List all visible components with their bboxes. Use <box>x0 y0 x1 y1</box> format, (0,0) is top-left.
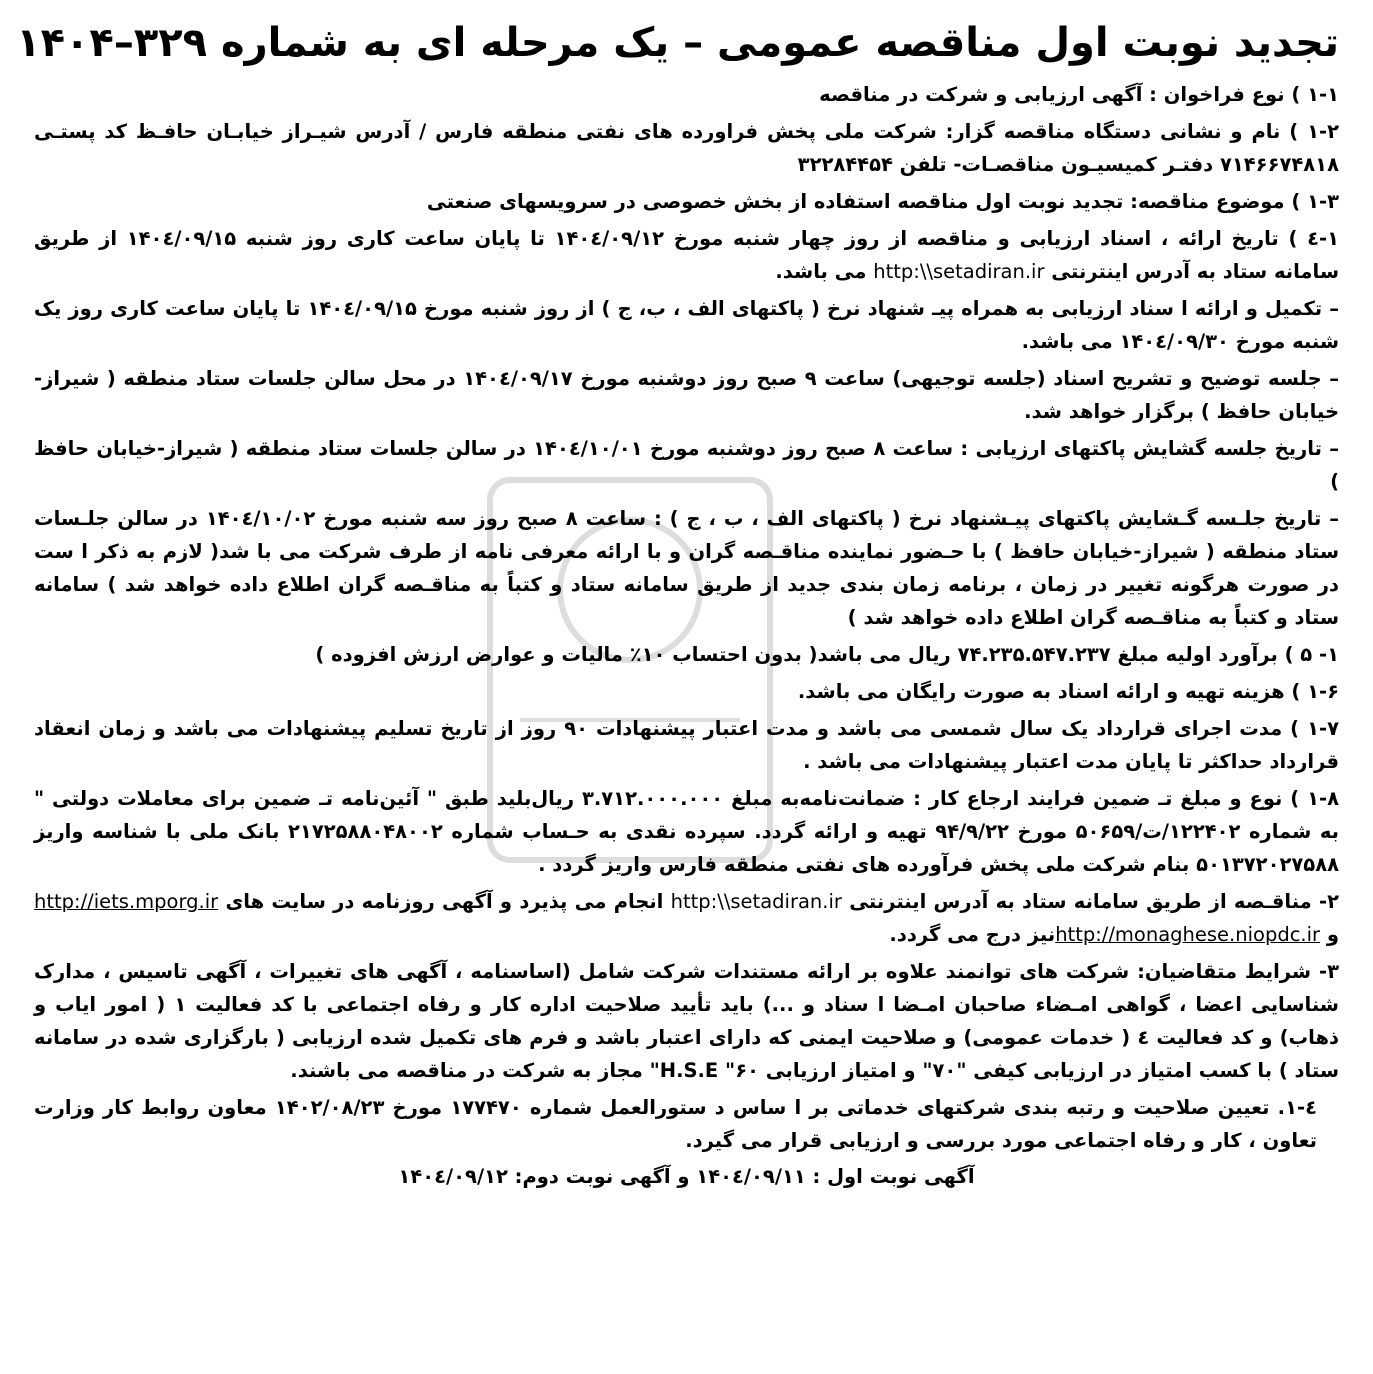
item-1-1: ۱-۱ ) نوع فراخوان : آگهی ارزیابی و شرکت در مناقصه <box>819 83 1339 106</box>
item-1-3: ۱-۳ ) موضوع مناقصه: تجدید نوبت اول مناقصه استفاده از بخش خصوصی در سرویسهای صنعتی <box>426 190 1339 213</box>
item-1-4-text: ۱-٤ ) تاریخ ارائه ، اسناد ارزیابی و مناقصه از روز چهار شنبه مورخ ۱۴۰٤/۰۹/۱۲ تا پایان ساعت کاری روز شنبه ۱۴۰٤/۰۹/۱۵ از طریق سامانه ستاد به آدرس اینترنتی <box>34 227 1339 283</box>
item-2-mid: انجام می پذیرد و آگهی روزنامه در سایت های <box>225 890 664 913</box>
item-1-5: ۱- ۵ ) برآورد اولیه مبلغ ۷۴.۲۳۵.۵۴۷.۲۳۷ ریال می باشد( بدون احتساب ۱۰٪ مالیات و عوارض ارزش افزوده ) <box>315 643 1339 666</box>
item-2-tail: نیز درج می گردد. <box>889 923 1056 946</box>
item-price-opening: – تاریخ جلـسه گـشایش پاکتهای پیـشنهاد نرخ ( پاکتهای الف ، ب ، ج ) : ساعت ۸ صبح روز سه شنبه مورخ ۱۴۰٤/۱۰/۰۲ در سالن جلـسات ستاد منطقه ( شیراز-خیابان حافظ ) با حـضور نماینده مناقـصه گران و با ارائه معرفی نامه از طرف شرکت می با شد( لازم به ذکر ا ست در صورت هرگونه تغییر در زمان ، برنامه زمان بندی جدید از طریق سامانه ستاد و کتباً به مناقـصه گران اطلاع داده خواهد شد ) سامانه ستاد و کتباً به مناقـصه گران اطلاع داده خواهد شد ) <box>34 507 1339 629</box>
item-4-1: ٤-۱. تعیین صلاحیت و رتبه بندی شرکتهای خدماتی بر ا ساس د ستورالعمل شماره ۱۷۷۴۷۰ مورخ ۱۴۰۲/۰۸/۲۳ معاون روابط کار وزارت تعاون ، کار و رفاه اجتماعی مورد بررسی و ارزیابی قرار می گیرد. <box>34 1096 1317 1152</box>
publication-dates: آگهی نوبت اول : ۱۴۰٤/۰۹/۱۱ و آگهی نوبت دوم: ۱۴۰٤/۰۹/۱۲ <box>398 1165 975 1188</box>
item-1-7: ۱-۷ ) مدت اجرای قرارداد یک سال شمسی می باشد و مدت اعتبار پیشنهادات ۹۰ روز از تاریخ تسلیم پیشنهادات می باشد و زمان انعقاد قرارداد حداکثر تا پایان مدت اعتبار پیشنهادات می باشد . <box>34 717 1339 773</box>
setadiran-link[interactable]: http:\\setadiran.ir <box>873 260 1045 283</box>
item-1-4-tail: می باشد. <box>775 260 867 283</box>
page-title: تجدید نوبت اول مناقصه عمومی – یک مرحله ای به شماره ۳۲۹–۱۴۰۴ <box>16 20 1339 66</box>
setadiran-link-2[interactable]: http:\\setadiran.ir <box>670 890 842 913</box>
monaghese-link[interactable]: http://monaghese.niopdc.ir <box>1055 923 1321 946</box>
item-evaluation-opening: – تاریخ جلسه گشایش پاکتهای ارزیابی : ساعت ۸ صبح روز دوشنبه مورخ ۱۴۰٤/۱۰/۰۱ در سالن جلسات ستاد منطقه ( شیراز-خیابان حافظ ) <box>34 437 1339 493</box>
item-2-text: ۲- مناقـصه از طریق سامانه ستاد به آدرس اینترنتی <box>849 890 1340 913</box>
item-documents-completion: – تکمیل و ارائه ا سناد ارزیابی به همراه پیـ شنهاد نرخ ( پاکتهای الف ، ب، ج ) از روز شنبه مورخ ۱۴۰٤/۰۹/۱۵ تا پایان ساعت کاری روز یک شنبه مورخ ۱۴۰٤/۰۹/۳۰ می باشد. <box>34 297 1339 353</box>
item-2 <box>34 885 1339 951</box>
item-1-4 <box>34 222 1339 288</box>
iets-link[interactable]: http://iets.mporg.ir <box>34 890 219 913</box>
item-briefing-session: – جلسه توضیح و تشریح اسناد (جلسه توجیهی) ساعت ۹ صبح روز دوشنبه مورخ ۱۴۰٤/۰۹/۱۷ در محل سالن جلسات ستاد منطقه ( شیراز- خیابان حافظ ) برگزار خواهد شد. <box>34 367 1339 423</box>
item-3: ۳- شرایط متقاضیان: شرکت های توانمند علاوه بر ارائه مستندات شرکت شامل (اساسنامه ، آگهی های تغییرات ، آگهی تاسیس ، مدارک شناسایی اعضا ، گواهی امـضاء صاحبان امـضا ا سناد و ...) باید تأیید صلاحیت اداره کار و رفاه اجتماعی با کد فعالیت ۱ ( امور ایاب و ذهاب) و کد فعالیت ٤ ( خدمات عمومی) و صلاحیت ایمنی که دارای اعتبار باشد و فرم های تکمیل شده ارزیابی ( بارگزاری شده در سامانه ستاد ) با کسب امتیاز در ارزیابی کیفی "۷۰" و امتیاز ارزیابی H.S.E "۶۰" مجاز به شرکت در مناقصه می باشند. <box>34 960 1339 1082</box>
item-2-mid2: و <box>1326 923 1339 946</box>
item-1-8: ۱-۸ ) نوع و مبلغ تـ ضمین فرایند ارجاع کار : ضمانت‌نامه‌به مبلغ ۳.۷۱۲.۰۰۰.۰۰۰ ریال‌بلید طبق " آئین‌نامه تـ ضمین برای معاملات دولتی " به شماره ۱۲۲۴۰۲/ت/۵۰۶۵۹ مورخ ۹۴/۹/۲۲ تهیه و ارائه گردد. سپرده نقدی به حـساب شماره ۲۱۷۲۵۸۸۰۴۸۰۰۲ بانک ملی با شناسه واریز ۵۰۱۳۷۲۰۲۷۵۸۸ بنام شرکت ملی پخش فرآورده های نفتی منطقه فارس واریز گردد . <box>34 787 1339 876</box>
item-1-2: ۱-۲ ) نام و نشانی دستگاه مناقصه گزار: شرکت ملی پخش فراورده های نفتی منطقه فارس / آدرس شیـراز خیابـان حافـظ کد پستـی ۷۱۴۶۶۷۴۸۱۸ دفتـر کمیسیـون مناقصـات- تلفن ۳۲۲۸۴۴۵۴ <box>34 120 1339 176</box>
item-1-6: ۱-۶ ) هزینه تهیه و ارائه اسناد به صورت رایگان می باشد. <box>797 680 1339 703</box>
